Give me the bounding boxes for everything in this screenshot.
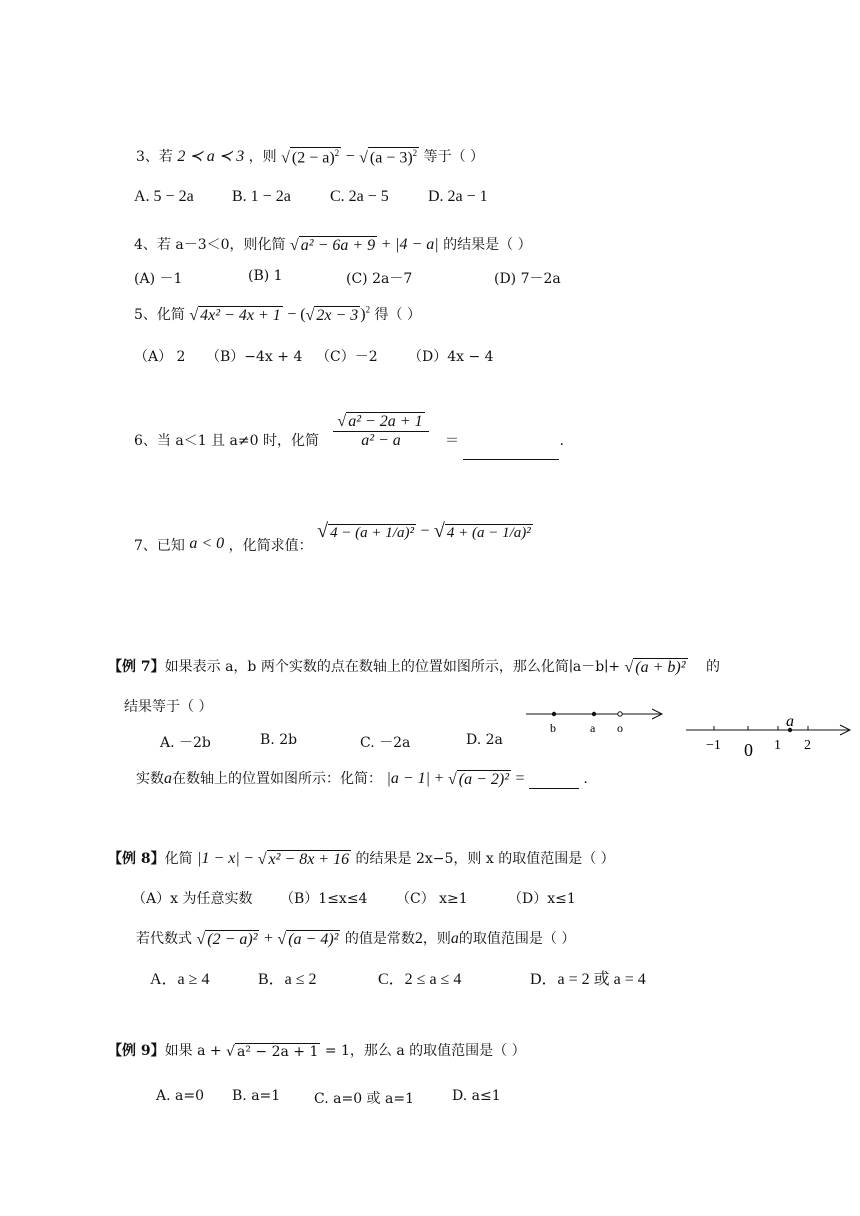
ex8-sub-radicand-1: (2 − a)² bbox=[207, 930, 258, 948]
q6-numerator: a² − 2a + 1 bbox=[348, 413, 423, 430]
ex8-sub-option-c[interactable]: C．2 ≤ a ≤ 4 bbox=[378, 971, 462, 988]
q6-denominator: a² − a bbox=[361, 432, 401, 449]
q5-option-a[interactable]: （A） 2 bbox=[134, 349, 186, 365]
ex7-sub-equals: = bbox=[515, 770, 525, 787]
q3-condition: 2 ≺ a ≺ 3 bbox=[177, 148, 245, 165]
q3-radical-1: √ $(2 - a)^2$ bbox=[281, 147, 340, 167]
ex8-radicand: x² − 8x + 16 bbox=[268, 850, 350, 868]
ex9-tag: 【例 9】 bbox=[108, 1043, 165, 1059]
ex8-abs: |1 − x| bbox=[197, 850, 240, 867]
ex8-option-b[interactable]: （B）1≤x≤4 bbox=[280, 891, 368, 907]
q5-stem: 5、化简 √ 4x² − 4x + 1 − (√ 2x − 3 )$^2$ 得（ ） bbox=[134, 304, 421, 324]
ex7-radicand: (a + b)² bbox=[635, 658, 686, 676]
ex7-sub-end: . bbox=[583, 771, 588, 787]
ex8-option-d[interactable]: （D）x≤1 bbox=[508, 891, 576, 907]
ex8-sub: 若代数式 √ (2 − a)² + √ (a − 4)² 的值是常数2，则a的取值范围是（ ） bbox=[136, 930, 576, 948]
ex9-option-b[interactable]: B. a=1 bbox=[232, 1088, 281, 1104]
q4-option-b[interactable]: (B) 1 bbox=[248, 268, 283, 284]
ex9-option-d[interactable]: D. a≤1 bbox=[452, 1088, 501, 1104]
ex7-sub-prefix: 实数 bbox=[136, 771, 164, 787]
ex8-sub-text2: 的值是常数 bbox=[344, 931, 415, 947]
ex8-sub-var: a bbox=[450, 930, 459, 947]
ex7-stem bbox=[108, 656, 720, 677]
tick-1: 1 bbox=[774, 738, 781, 753]
tick-0: 0 bbox=[744, 740, 753, 760]
q4-option-d[interactable]: (D) 7－2a bbox=[494, 271, 561, 287]
ex8-stem: 【例 8】化简 |1 − x| − √ x² − 8x + 16 的结果是 2x−5，则 x 的取值范围是（ ） bbox=[108, 850, 615, 868]
ex7-radical: √ (a + b)² bbox=[624, 658, 686, 676]
q7-radical-1: √ 4 − (a + 1/a)² bbox=[317, 520, 414, 542]
ex7-option-a[interactable]: A. －2b bbox=[160, 735, 211, 751]
q5-radicand-2: 2x − 3 bbox=[316, 306, 359, 324]
ex8-radical: √ x² − 8x + 16 bbox=[257, 850, 350, 868]
ex8-option-c[interactable]: （C） x≥1 bbox=[396, 891, 468, 907]
ex7-sub-var: a bbox=[164, 770, 172, 787]
q3-expr2: (a − 3) bbox=[369, 149, 413, 167]
label-a: a bbox=[590, 721, 596, 735]
ex7-tag: 【例 7】 bbox=[108, 659, 165, 675]
q3-option-b[interactable]: B. 1 − 2a bbox=[232, 188, 291, 205]
q3-minus: − bbox=[345, 148, 355, 165]
ex7-sub-abs: |a − 1| bbox=[386, 770, 431, 787]
q6-fraction: $\frac{\text{√ a² − 2a + 1}}{\text{a² − a}}$ bbox=[333, 412, 428, 450]
ex7-sub-answer-blank[interactable] bbox=[529, 774, 579, 789]
q3-option-c[interactable]: C. 2a − 5 bbox=[330, 188, 389, 205]
ex9-stem bbox=[108, 1040, 526, 1060]
q7-radicand-1: 4 − (a + 1/a)² bbox=[330, 525, 414, 541]
ex7-line2: 结果等于（ ） bbox=[124, 699, 213, 715]
q7-radical-2: √ 4 + (a − 1/a)² bbox=[433, 520, 531, 542]
ex8-sub-const: 2 bbox=[414, 930, 423, 947]
ex8-text1: 化简 bbox=[164, 851, 193, 867]
ex8-sub-radical-2: √ (a − 4)² bbox=[277, 930, 339, 948]
ex8-sub-option-b[interactable]: B．a ≤ 2 bbox=[258, 971, 317, 988]
q7-mid: ，化简求值： bbox=[228, 537, 313, 554]
q4-radical: √ a² − 6a + 9 bbox=[289, 236, 376, 254]
ex9-option-c[interactable]: C. a=0 或 a=1 bbox=[314, 1091, 414, 1107]
ex8-sub-radicand-2: (a − 4)² bbox=[288, 930, 339, 948]
ex8-option-a[interactable]: （A）x 为任意实数 bbox=[132, 891, 253, 907]
q3-option-d[interactable]: D. 2a − 1 bbox=[428, 188, 488, 205]
q7-radicand-2: 4 + (a − 1/a)² bbox=[446, 525, 531, 541]
number-line-ba bbox=[522, 704, 672, 738]
ex9-text1: 如果 a + bbox=[164, 1043, 222, 1059]
q5-prefix: 5、化简 bbox=[134, 307, 185, 323]
label-b: b bbox=[550, 721, 556, 735]
ex7-sub: 实数a在数轴上的位置如图所示：化简： |a − 1| + √ (a − 2)² = . bbox=[136, 770, 588, 788]
ex9-radical: √ a² − 2a + 1 bbox=[226, 1043, 319, 1060]
q5-radical-1: √ 4x² − 4x + 1 bbox=[189, 306, 281, 324]
q3-expr1: (2 − a) bbox=[291, 149, 335, 167]
q4-stem: 4、若 a－3＜0，则化简 √ a² − 6a + 9 + |4 − a| 的结果是（ ） bbox=[134, 236, 532, 254]
ex9-text2: = 1，那么 a 的取值范围是（ ） bbox=[324, 1043, 526, 1059]
number-line-a bbox=[684, 712, 856, 762]
ex9-option-a[interactable]: A. a=0 bbox=[156, 1088, 204, 1104]
q3-mid: ，则 bbox=[248, 149, 277, 165]
point-b bbox=[552, 712, 556, 716]
ex8-sub-option-d[interactable]: D．a = 2 或 a = 4 bbox=[530, 971, 646, 988]
q6-answer-blank[interactable] bbox=[463, 445, 559, 460]
ex7-option-b[interactable]: B. 2b bbox=[260, 732, 298, 748]
ex7-option-c[interactable]: C. －2a bbox=[360, 735, 411, 751]
ex7-sub-radicand: (a − 2)² bbox=[458, 770, 510, 788]
ex9-radicand: a² − 2a + 1 bbox=[236, 1043, 319, 1060]
q4-option-c[interactable]: (C) 2a－7 bbox=[346, 271, 413, 287]
label-point-a: a bbox=[786, 713, 794, 730]
q3-stem bbox=[136, 146, 484, 167]
q4-suffix: 的结果是（ ） bbox=[443, 237, 532, 253]
ex7-tail: 的 bbox=[705, 659, 720, 675]
label-o: o bbox=[617, 721, 623, 735]
q3-prefix: 3、若 bbox=[136, 149, 173, 165]
q6-stem: 6、当 a＜1 且 a≠0 时，化简 $\frac{\text{√ a² − 2a + 1}}{\text{a² − a}}$ ＝ . bbox=[134, 412, 564, 450]
ex8-sub-text4: 的取值范围是（ ） bbox=[458, 931, 576, 947]
q4-radicand: a² − 6a + 9 bbox=[300, 236, 376, 254]
q7-prefix: 7、已知 bbox=[134, 537, 185, 554]
q4-option-a[interactable]: (A) －1 bbox=[134, 271, 183, 287]
q5-option-b[interactable]: （B）−4x + 4 bbox=[206, 349, 303, 365]
q6-prefix: 6、当 a＜1 且 a≠0 时，化简 bbox=[134, 433, 319, 449]
q5-suffix: 得（ ） bbox=[374, 307, 421, 323]
q7-condition: a < 0 bbox=[189, 534, 225, 552]
q5-radicand-1: 4x² − 4x + 1 bbox=[200, 306, 281, 324]
ex7-text: 如果表示 a，b 两个实数的点在数轴上的位置如图所示，那么化简∣a－b∣+ bbox=[164, 659, 621, 675]
tick-minus1: −1 bbox=[706, 738, 721, 753]
ex7-sub-text: 在数轴上的位置如图所示：化简： bbox=[172, 771, 382, 787]
point-a bbox=[592, 712, 596, 716]
q3-suffix: 等于（ ） bbox=[423, 149, 485, 165]
q4-abs: |4 − a| bbox=[395, 236, 439, 253]
ex8-tag: 【例 8】 bbox=[108, 851, 165, 867]
ex8-text2: 的结果是 2x−5，则 x 的取值范围是（ ） bbox=[355, 851, 615, 867]
q5-radical-2: √ 2x − 3 bbox=[305, 306, 359, 324]
q3-radical-2: √ $(a - 3)^2$ bbox=[359, 147, 418, 167]
q6-equals: ＝ bbox=[445, 433, 460, 449]
ex7-option-d[interactable]: D. 2a bbox=[466, 732, 503, 748]
q5-option-c[interactable]: （C）－2 bbox=[316, 349, 378, 365]
ex8-sub-text1: 若代数式 bbox=[136, 931, 192, 947]
q3-option-a[interactable]: A. 5 − 2a bbox=[134, 188, 194, 205]
tick-2: 2 bbox=[804, 738, 811, 753]
ex8-sub-text3: ，则 bbox=[422, 931, 451, 947]
q7-stem: 7、已知 a < 0 ，化简求值： √ 4 − (a + 1/a)² − √ 4 + (a − 1/a)² bbox=[134, 520, 531, 554]
ex8-sub-radical-1: √ (2 − a)² bbox=[196, 930, 258, 948]
point-o bbox=[618, 712, 622, 716]
q4-prefix: 4、若 a－3＜0，则化简 bbox=[134, 237, 286, 253]
ex8-sub-option-a[interactable]: A．a ≥ 4 bbox=[150, 971, 210, 988]
ex7-sub-radical: √ (a − 2)² bbox=[447, 770, 510, 788]
q5-option-d[interactable]: （D）4x − 4 bbox=[408, 349, 494, 365]
